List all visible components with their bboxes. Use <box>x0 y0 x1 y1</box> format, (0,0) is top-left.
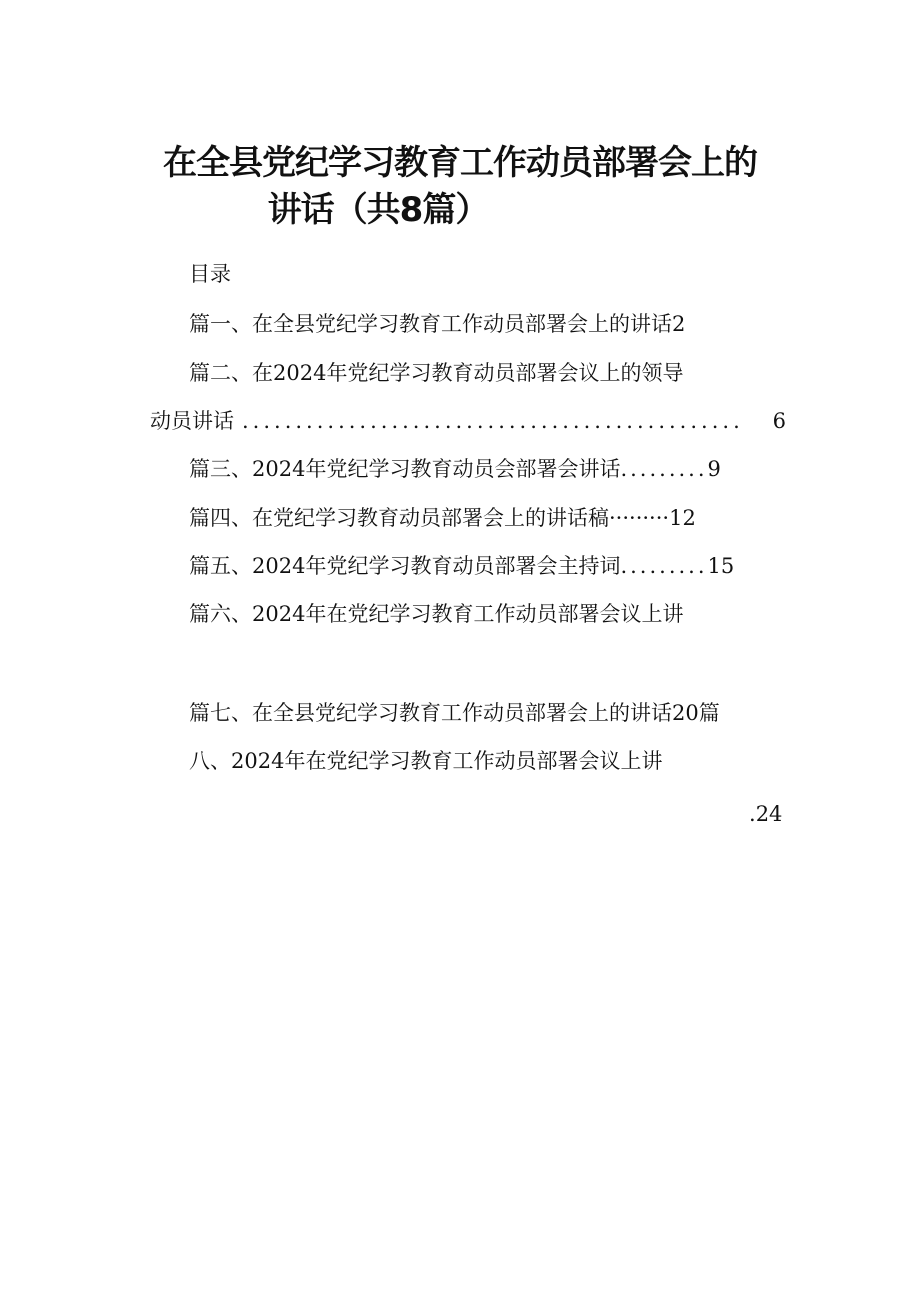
toc-entry-page: 6 <box>772 409 786 433</box>
toc-entry-text: 篇一、在全县党纪学习教育工作动员部署会上的讲话 <box>189 312 672 336</box>
toc-leader-dots: ............................................... <box>242 409 744 433</box>
toc-entry-3[interactable] <box>189 455 721 483</box>
toc-entry-4[interactable] <box>189 504 696 532</box>
toc-entry-7[interactable] <box>189 699 720 727</box>
toc-leader-dots: ......... <box>620 457 708 481</box>
toc-entry-text: 篇五、2024年党纪学习教育动员部署会主持词 <box>189 554 621 578</box>
toc-entry-8-page[interactable] <box>749 800 782 828</box>
toc-entry-text: 篇七、在全县党纪学习教育工作动员部署会上的讲话 <box>189 701 672 725</box>
toc-leader-dots: . <box>749 802 756 826</box>
toc-entry-2-continued[interactable] <box>150 407 786 435</box>
toc-entry-2[interactable] <box>189 359 683 387</box>
toc-leader-dots: ......... <box>620 554 708 578</box>
toc-entry-page: 20篇 <box>672 701 720 725</box>
toc-entry-page: 15 <box>707 554 735 578</box>
toc-entry-text: 篇三、2024年党纪学习教育动员会部署会讲话 <box>189 457 621 481</box>
toc-entry-page: 12 <box>669 506 696 530</box>
toc-entry-text: 篇四、在党纪学习教育动员部署会上的讲话稿 <box>189 506 609 530</box>
toc-heading: 目录 <box>189 262 231 286</box>
toc-entry-8[interactable] <box>189 747 662 775</box>
toc-entry-text: 篇二、在2024年党纪学习教育动员部署会议上的领导 <box>189 361 684 385</box>
toc-entry-page: 24 <box>755 802 783 826</box>
toc-entry-page: 9 <box>707 457 721 481</box>
document-title-line-1: 在全县党纪学习教育工作动员部署会上的 <box>163 143 757 183</box>
document-title-line-2: 讲话（共8篇） <box>267 190 489 230</box>
toc-leader-dots: ········· <box>609 506 670 530</box>
toc-entry-text: 动员讲话 <box>150 409 234 433</box>
toc-entry-6[interactable] <box>189 600 683 628</box>
toc-entry-page: 2 <box>672 312 686 336</box>
toc-entry-text: 篇六、2024年在党纪学习教育工作动员部署会议上讲 <box>189 602 684 626</box>
toc-entry-text: 八、2024年在党纪学习教育工作动员部署会议上讲 <box>189 749 663 773</box>
toc-entry-1[interactable] <box>189 310 685 338</box>
toc-entry-5[interactable] <box>189 552 734 580</box>
